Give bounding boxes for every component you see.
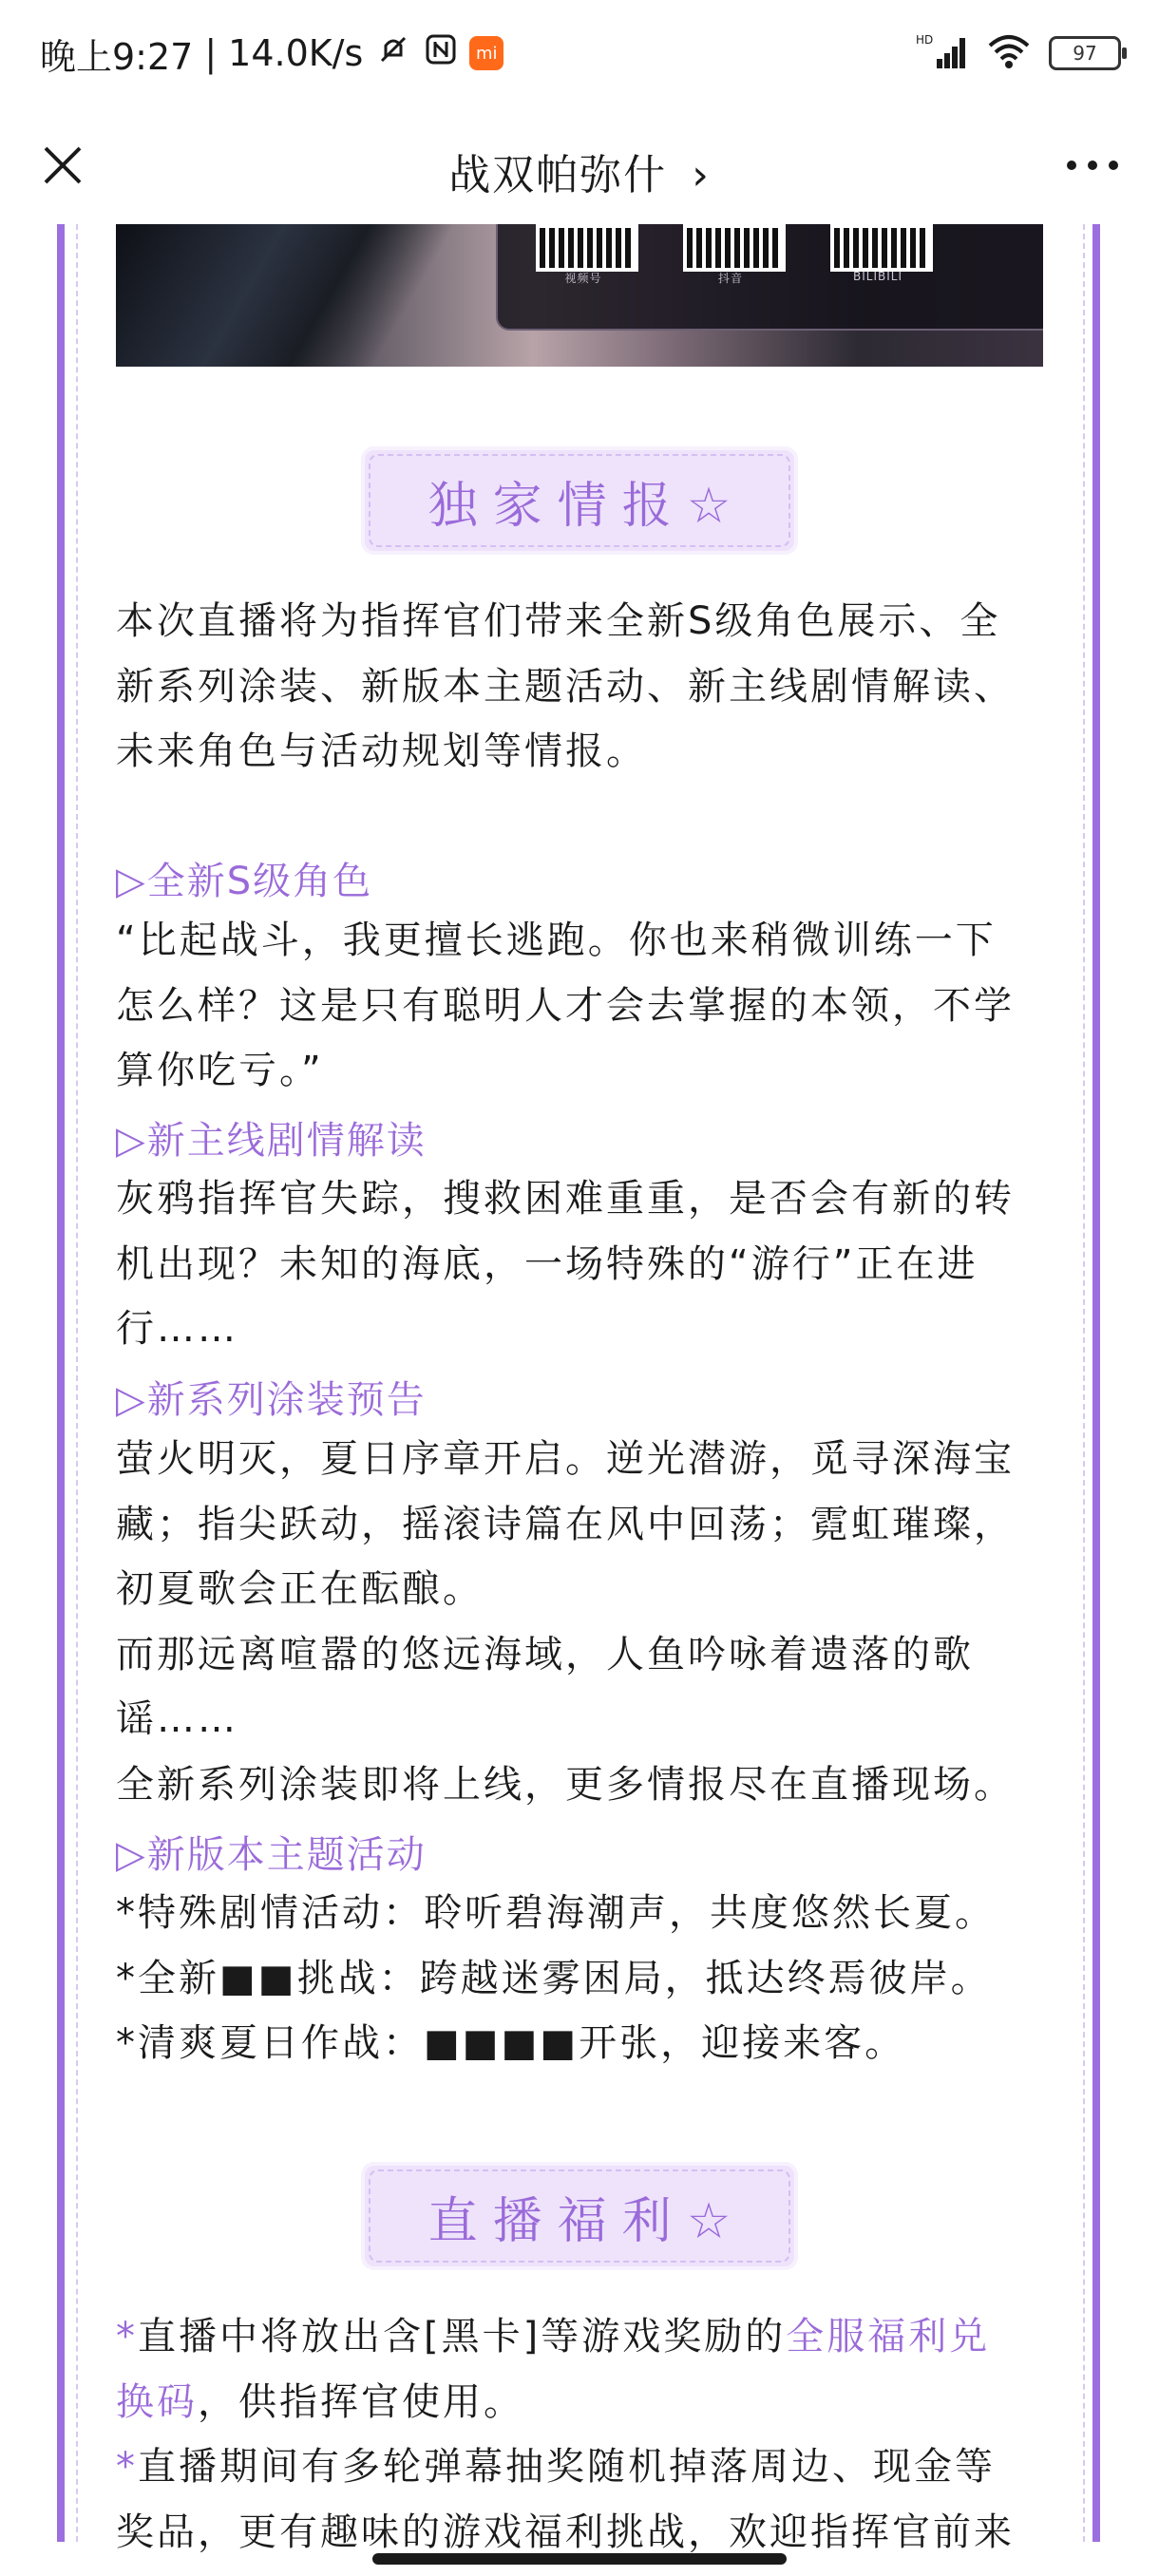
bullet-mark: * xyxy=(116,2315,138,2358)
paragraph-new-skins xyxy=(116,1427,1047,1817)
intro-line: 新系列涂装、新版本主题活动、新主线剧情解读、 xyxy=(116,664,1015,709)
heading-new-skins: ▷新系列涂装预告 xyxy=(116,1378,427,1422)
qr-label-shipinhao: 视频号 xyxy=(564,272,602,285)
bullet-mark: * xyxy=(116,2445,138,2489)
body-line: 而那远离喧嚣的悠远海域，人鱼吟咏着遗落的歌 xyxy=(116,1632,974,1676)
section-title-text xyxy=(428,2181,732,2252)
body-text: 直播中将放出含[黑卡]等游戏奖励的 xyxy=(138,2315,787,2358)
qr-label-bilibili: BILIBILI xyxy=(853,270,902,283)
redeem-code-link[interactable]: 换码 xyxy=(116,2379,198,2424)
banner-mech-art xyxy=(116,224,458,367)
section-title-label: 直播福利 xyxy=(428,2192,687,2250)
mute-icon xyxy=(374,30,412,77)
frame-border-right xyxy=(1092,224,1100,2542)
star-icon: ☆ xyxy=(686,2192,732,2250)
body-text: ，供指挥官使用。 xyxy=(198,2379,524,2424)
heading-new-s-character: ▷全新S级角色 xyxy=(116,860,373,903)
qr-code-douyin xyxy=(683,224,786,272)
body-line: *全新■■挑战：跨越迷雾困局，抵达终焉彼岸。 xyxy=(116,1956,992,2000)
more-button[interactable] xyxy=(1060,133,1125,198)
qr-panel xyxy=(496,224,1043,331)
status-bar xyxy=(0,0,1159,106)
body-line: 初夏歌会正在酝酿。 xyxy=(116,1567,484,1611)
more-icon xyxy=(1064,158,1121,173)
banner-image xyxy=(116,224,1043,367)
body-line xyxy=(116,2434,1047,2500)
body-line: *清爽夏日作战：■■■■开张，迎接来客。 xyxy=(116,2021,906,2065)
intro-paragraph xyxy=(116,589,1047,785)
body-line: 谣…… xyxy=(116,1697,238,1741)
svg-text:HD: HD xyxy=(916,33,934,47)
frame-dash-right xyxy=(1083,224,1085,2542)
signal-icon xyxy=(916,32,969,74)
status-left xyxy=(40,28,504,78)
section-title-label: 独家情报 xyxy=(428,477,687,535)
account-title-link[interactable] xyxy=(0,141,1159,201)
qr-label-douyin: 抖音 xyxy=(717,272,743,285)
qr-code-shipinhao xyxy=(536,224,638,272)
section-title-exclusive-info xyxy=(361,446,798,555)
body-line: 全新系列涂装即将上线，更多情报尽在直播现场。 xyxy=(116,1762,1015,1807)
paragraph-version-events xyxy=(116,1881,1047,2076)
paragraph-main-story xyxy=(116,1166,1047,1362)
qr-code-bilibili xyxy=(830,224,933,272)
mi-app-icon: mi xyxy=(469,36,504,70)
account-name: 战双帕弥什 xyxy=(448,151,668,199)
body-line: “比起战斗，我更擅长逃跑。你也来稍微训练一下 xyxy=(116,919,997,962)
chevron-right-icon: › xyxy=(692,151,711,199)
paragraph-redeem-code xyxy=(116,2304,1047,2434)
redeem-code-link[interactable]: 全服福利兑 xyxy=(786,2315,991,2358)
body-line: 藏；指尖跃动，摇滚诗篇在风中回荡；霓虹璀璨， xyxy=(116,1502,1015,1546)
status-separator: | xyxy=(204,32,218,74)
nav-bar xyxy=(0,106,1159,225)
nfc-icon xyxy=(424,32,458,75)
body-line: 萤火明灭，夏日序章开启。逆光潜游，觅寻深海宝 xyxy=(116,1437,1015,1481)
intro-line: 本次直播将为指挥官们带来全新S级角色展示、全 xyxy=(116,599,1001,643)
body-line: 奖品，更有趣味的游戏福利挑战，欢迎指挥官前来 xyxy=(116,2510,1015,2554)
status-time: 晚上9:27 xyxy=(40,35,194,78)
status-right xyxy=(916,28,1121,78)
body-line xyxy=(116,2370,1047,2435)
body-line: 灰鸦指挥官失踪，搜救困难重重，是否会有新的转 xyxy=(116,1177,1015,1221)
body-line: 算你吃亏。” xyxy=(116,1049,324,1092)
wifi-icon xyxy=(986,32,1032,74)
paragraph-new-s-character xyxy=(116,908,1047,1104)
battery-icon: 97 xyxy=(1049,36,1121,70)
body-line: *特殊剧情活动：聆听碧海潮声，共度悠然长夏。 xyxy=(116,1891,996,1935)
frame-border-left xyxy=(57,224,65,2542)
star-icon: ☆ xyxy=(686,477,732,535)
body-line xyxy=(116,2304,1047,2370)
section-title-live-benefits xyxy=(361,2162,798,2270)
section-title-text xyxy=(428,465,732,537)
heading-version-events: ▷新版本主题活动 xyxy=(116,1833,427,1877)
body-text: 直播期间有多轮弹幕抽奖随机掉落周边、现金等 xyxy=(138,2445,996,2489)
heading-main-story: ▷新主线剧情解读 xyxy=(116,1119,427,1163)
home-indicator[interactable] xyxy=(372,2553,787,2565)
paragraph-lottery xyxy=(116,2434,1047,2565)
body-line: 行…… xyxy=(116,1307,238,1351)
body-line: 机出现？未知的海底，一场特殊的“游行”正在进 xyxy=(116,1241,978,1286)
frame-dash-left xyxy=(76,224,78,2542)
body-line: 怎么样？这是只有聪明人才会去掌握的本领，不学 xyxy=(116,983,1015,1028)
intro-line: 未来角色与活动规划等情报。 xyxy=(116,729,647,773)
status-speed: 14.0K/s xyxy=(228,32,364,74)
article-content[interactable] xyxy=(0,224,1159,2576)
